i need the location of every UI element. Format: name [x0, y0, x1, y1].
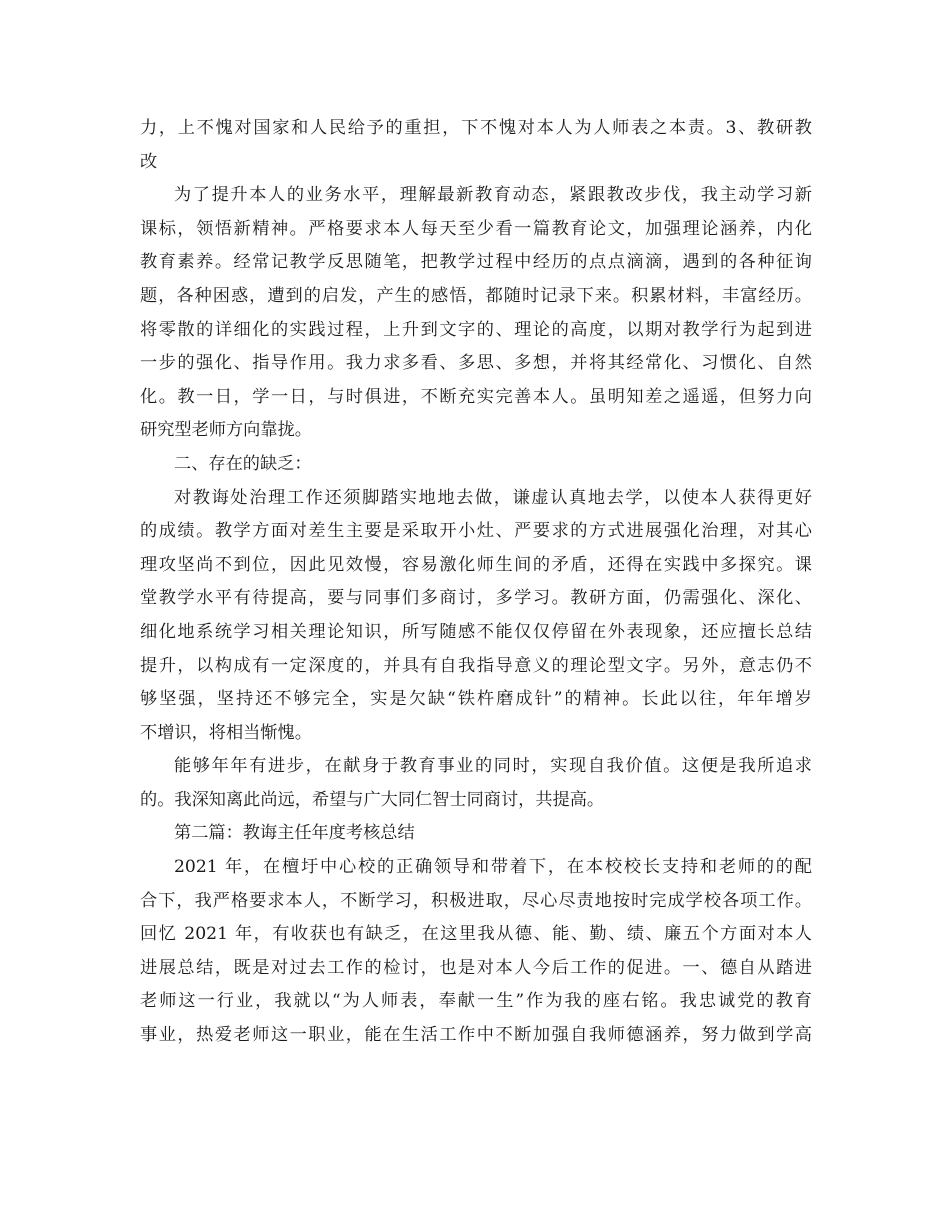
text-line: 够坚强，坚持还不够完全，实是欠缺“铁杵磨成针”的精神。长此以往，年年增岁: [140, 689, 812, 710]
text-line: 的成绩。教学方面对差生主要是采取开小灶、严要求的方式进展强化治理，对其心: [140, 521, 812, 542]
text-line: 回忆 2021 年，有收获也有缺乏，在这里我从德、能、勤、绩、廉五个方面对本人: [140, 924, 812, 945]
text-line: 课标，领悟新精神。严格要求本人每天至少看一篇教育论文，加强理论涵养，内化: [140, 218, 812, 239]
text-line: 不增识，将相当惭愧。: [140, 722, 312, 743]
text-line: 为了提升本人的业务水平，理解最新教育动态，紧跟教改步伐，我主动学习新: [174, 185, 812, 206]
text-line: 细化地系统学习相关理论知识，所写随感不能仅仅停留在外表现象，还应擅长总结: [140, 621, 812, 642]
text-line: 力，上不愧对国家和人民给予的重担，下不愧对本人为人师表之本责。3、教研教: [140, 118, 812, 138]
text-line: 能够年年有进步，在献身于教育事业的同时，实现自我价值。这便是我所追求: [174, 756, 812, 777]
text-line: 提升，以构成有一定深度的，并具有自我指导意义的理论型文字。另外，意志仍不: [140, 655, 812, 676]
text-line: 合下，我严格要求本人，不断学习，积极进取，尽心尽责地按时完成学校各项工作。: [140, 890, 812, 911]
text-line: 将零散的详细化的实践过程，上升到文字的、理论的高度，以期对教学行为起到进: [140, 319, 812, 340]
text-line: 改: [140, 151, 158, 172]
text-line: 题，各种困惑，遭到的启发，产生的感悟，都随时记录下来。积累材料，丰富经历。: [140, 285, 812, 306]
text-line: 理攻坚尚不到位，因此见效慢，容易激化师生间的矛盾，还得在实践中多探究。课: [140, 554, 812, 575]
text-line: 研究型老师方向靠拢。: [140, 420, 312, 441]
document-body: [140, 112, 812, 1053]
text-line: 教育素养。经常记教学反思随笔，把教学过程中经历的点点滴滴，遇到的各种征询: [140, 252, 812, 273]
text-line: 2021 年，在檀圩中心校的正确领导和带着下，在本校校长支持和老师的的配: [174, 857, 812, 878]
text-line: 化。教一日，学一日，与时俱进，不断充实完善本人。虽明知差之遥遥，但努力向: [140, 386, 812, 407]
text-line: 第二篇：教诲主任年度考核总结: [174, 823, 415, 844]
text-line: 二、存在的缺乏：: [174, 453, 312, 474]
text-line: 对教诲处治理工作还须脚踏实地地去做，谦虚认真地去学，以使本人获得更好: [174, 487, 812, 508]
text-line: 事业，热爱老师这一职业，能在生活工作中不断加强自我师德涵养，努力做到学高: [140, 1025, 812, 1046]
text-line: 老师这一行业，我就以“为人师表，奉献一生”作为我的座右铭。我忠诚党的教育: [140, 991, 812, 1012]
text-line: 的。我深知离此尚远，希望与广大同仁智士同商讨，共提高。: [140, 789, 605, 810]
text-line: 进展总结，既是对过去工作的检讨，也是对本人今后工作的促进。一、德自从踏进: [140, 957, 812, 978]
text-line: 一步的强化、指导作用。我力求多看、多思、多想，并将其经常化、习惯化、自然: [140, 353, 812, 374]
text-line: 堂教学水平有待提高，要与同事们多商讨，多学习。教研方面，仍需强化、深化、: [140, 588, 812, 609]
